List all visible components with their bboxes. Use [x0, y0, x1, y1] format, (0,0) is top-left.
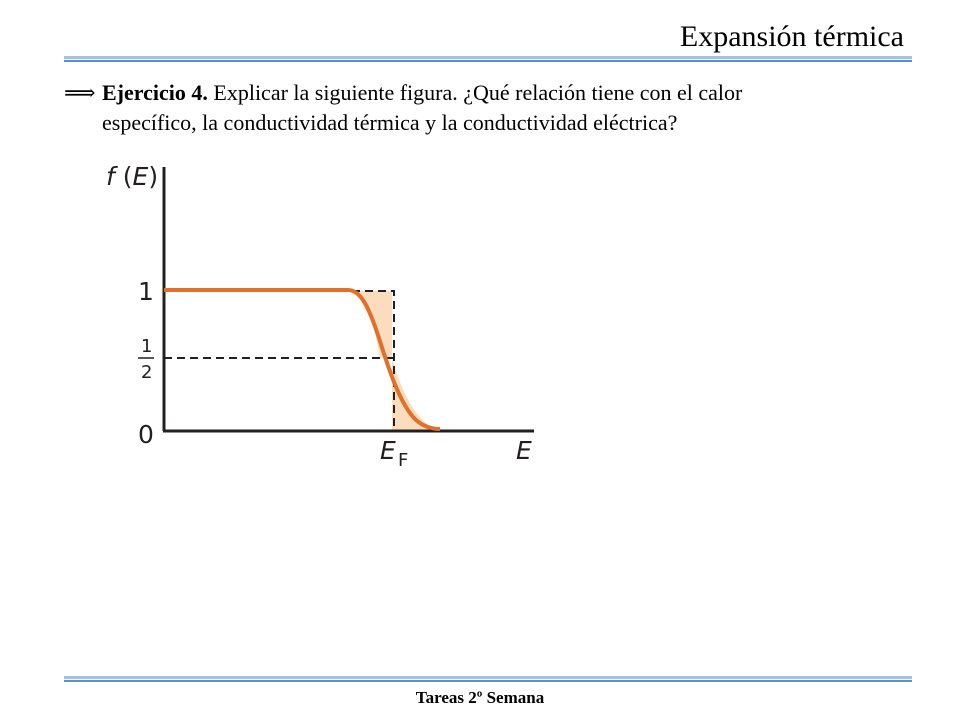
fermi-energy-subscript: F	[398, 450, 409, 471]
fermi-energy-label	[380, 436, 396, 465]
tick-label-half-denominator: 2	[141, 362, 153, 383]
shaded-region-upper	[352, 291, 392, 358]
x-axis-label: E	[516, 436, 532, 465]
header-divider	[64, 56, 912, 62]
fermi-energy-symbol: E	[380, 436, 396, 465]
footer-divider	[64, 676, 912, 682]
exercise-number: Ejercicio 4.	[102, 80, 208, 105]
tick-label-half-numerator: 1	[141, 336, 153, 357]
tick-label-zero: 0	[138, 420, 154, 449]
slide-title: Expansión térmica	[679, 20, 904, 53]
tick-label-one: 1	[138, 277, 154, 306]
footer-text: Tareas 2º Semana	[415, 688, 545, 707]
exercise-question: Explicar la siguiente figura. ¿Qué relación tiene con el calor específico, la conductividad térmica y la conductividad eléctrica?	[102, 80, 743, 135]
exercise-statement	[64, 78, 824, 138]
implies-arrow-icon: ⟹	[64, 80, 96, 105]
fermi-dirac-figure	[90, 155, 550, 475]
exercise-text	[102, 78, 824, 138]
y-axis-label: f (E)	[106, 162, 159, 191]
